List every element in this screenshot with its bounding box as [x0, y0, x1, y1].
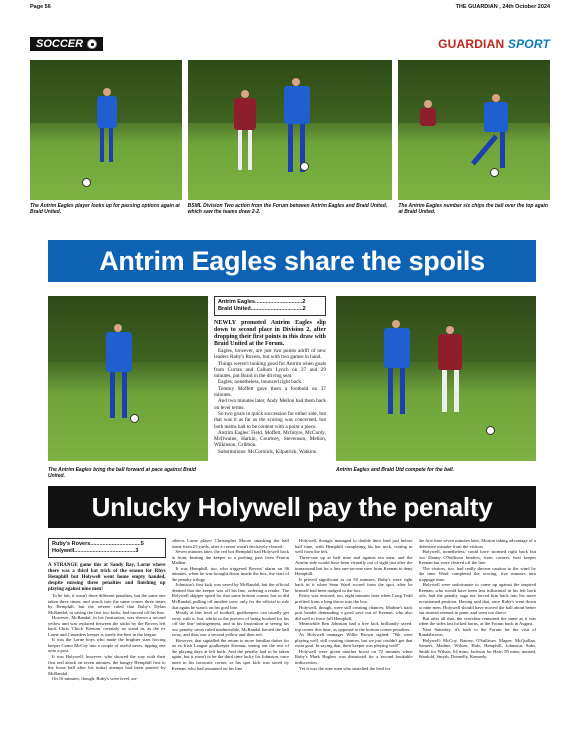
top-caption-1: The Antrim Eagles player looks up for passing options again at Braid United. [30, 203, 180, 215]
section-tag-label: SOCCER [36, 38, 84, 50]
photo-compete-for-ball [336, 296, 536, 461]
article-lead-1: NEWLY promoted Antrim Eagles slip down to second place in Division 2, after dropping their first points in this draw with Braid United at the Forum. [214, 320, 326, 347]
photo-chip-over-top [398, 60, 550, 200]
article-para: The visitors, too, had really thrown caution to the wind by the time Ward completed the scoring, five minutes into stoppage time. [418, 565, 536, 582]
article-para: Mostly at this level of football, goalkeepers can usually get away with it, but, whilst in the process of being booked for his 'off the line' infringement, and in his frustration at seeing his two penalty saves ruled inadmissible, McRandal booted the ball away, and thus saw a second yellow and then red. [171, 610, 289, 638]
article-para: However, that signalled the return to more familiar duties for an ex Irish League goalkeeper Keenan, seeing out the rest of the playing days at left back. And the penalty had to be taken again, but it wasn't to be the third time lucky for Johnston, once more in his favourite corner, as his spot kick was saved by Keenan, who had remained on his line. [171, 637, 289, 671]
score-away: Braid United..................................2 [218, 306, 306, 312]
article-column-2 [172, 538, 290, 734]
soccer-ball-icon [87, 39, 97, 49]
article-para: Antrim Eagles: Field, Moffett, McIntyre, McCurdy, McIlwaine, Harkin, Courtney, Stevenson, Mellon, Wilkinson, Gribbon. [214, 429, 326, 449]
section-tag [30, 37, 103, 51]
article-para: Holywell, though, were still creating chances; Madine's back post header demanding a good save out of Keenan, who also did well to force full Hemphill. [295, 604, 413, 621]
article-column-3 [295, 538, 413, 734]
top-photo-row [30, 60, 550, 220]
score-home: Antrim Eagles...............................2 [218, 299, 306, 305]
article-para: Holywell: McCoy, Rainey, O'Sullivan, Magee, McQuillan, Somers, Madine, Wilson, Hale, Hemphill, Johnston. Subs, Smith for Wilson, 64 mins; Jackson for Hale, 85 mins; unused, Wardold, Smyth, Donnelly, Kennedy. [418, 637, 536, 660]
page-number: Page 56 [30, 4, 51, 10]
article-para: Eagles, nonetheless, bounced right back. [218, 379, 303, 386]
photo-ball-forward [48, 296, 208, 461]
article-para: Eagles, however, are just two points adrift of new leaders Ruby's Rovers, but with two games in hand. [214, 348, 326, 361]
top-caption-2: BSML Division Two action from the Forum between Antrim Eagles and Braid United, which saw the teams draw 2-2. [187, 203, 388, 215]
article-para: Substitutions: McCormick, Kilpatrick, Watkins. [218, 448, 318, 455]
article-para: However, McRandal, in his frustration, was shown a second yellow and was replaced between the sticks by the Rovers left back Chris 'Chick' Keenan, certainly no stand in, as the ex Larne and Crusaders keeper is surely the best in the league. [48, 615, 166, 637]
article-antrim-eagles [48, 294, 536, 479]
top-photo-column-2 [188, 60, 393, 220]
photo-forum-action [188, 60, 393, 200]
article-para: Holywell were unfortunate to come up against the inspired Keenan, who would have been less influential in his left back role, had the penalty saga not forced him back into his more accustomed position. Having said that, once Ruby's went down to nine men, Holywell should have moved the ball about better but instead seemed to panic and went too direct. [418, 582, 536, 616]
article-para: Things weren't looking good for Antrim when goals from Curran and Callum Lynch on 27 and 29 minutes, put Braid in the driving seat. [214, 360, 326, 380]
article-para: Johnston's first kick was saved by McRandal, but the official deemed that the keeper was off his line, ordering a retake. The Holywell skipper opted for that same bottom corner, but so did McRandal, pulling off another save; only for the official to rule that again he wasn't on his goal line. [171, 582, 289, 610]
headline-antrim-eagles: Antrim Eagles share the spoils [48, 240, 536, 282]
article-para: Seven minutes later, the red hot Hemphill had Holywell back in front, beating the keeper to a probing pass from Fearon Madine. [171, 549, 289, 566]
article-lead-2: A STRANGE game this at Sandy Bay, Larne where there was a third bat trick of the season for Rhys Hemphill but Holywell went home empty handed, despite missing three penalties and finishing up playing against nine men! [48, 563, 166, 592]
article-para: It was Hemphill, too, who triggered Rovers' alarm on 36 minutes, when he was brought down inside the box, the start of the penalty trilogy. [171, 565, 289, 582]
article-para: Holywell, nonetheless, could have stormed right back but two Danny O'Sullivan headers, from corners, beat keeper Keenan but were cleared off the line. [418, 549, 536, 566]
article-holywell [48, 538, 536, 734]
article-para: It proved significant as on 50 minutes, Ruby's were right back in it when Sean Ward scored from the spot, after he himself had been nudged in the box. [295, 576, 413, 593]
score-away: Holywell........................................3 [52, 548, 139, 554]
article-para: Tommy Moffett gave them a foothold on 37 minutes. [214, 385, 326, 399]
masthead [438, 37, 550, 51]
headline-holywell: Unlucky Holywell pay the penalty [48, 486, 536, 528]
article-para: Next Saturday, it's back to the Forum for the visit of Randalstown. [418, 626, 536, 638]
scorebox-antrim-braid [214, 296, 326, 316]
article-column-1 [48, 538, 166, 734]
article-para: Parity was restored, too, eight minutes later when Craig Todd profited from a long throw into the box. [295, 593, 413, 605]
article-para: But after all that, the scoreline remained the same as it was when the sides last locked horns, at the Forum back in August. [418, 615, 536, 627]
article-para: Holywell, though, managed to double their lead just before half time, with Hemphill completing his hat trick, cutting in well from the left. [295, 538, 413, 555]
article-para: So two goals in quick succession for either side, but that was it as far as the scoring was concerned, but both teams had to be content with a point a piece. [214, 410, 326, 430]
article-para: otherss Larne player Christopher Moore smashing the ball home from 25 yards, after a corner wasn't decisively cleared. [171, 538, 289, 549]
article-para: Holywell were given another boost on 72 minutes when Ruby's Mark Hughes was dismissed for a second bookable indiscretion. [295, 648, 413, 666]
article-para: To be fair, it wasn't three different penalties, but the same one taken three times, and struck into the same corner three times by Hemphill, but the referee ruled that Ruby's Dylan McRandal, in saving the first two kicks, had moved off his line. [48, 593, 166, 615]
article-para: On 16 minutes, though, Ruby's were level, an- [52, 676, 138, 682]
scorebox-rubys-holywell [48, 538, 166, 558]
article-body-1 [214, 320, 326, 455]
article-para: Yet it was the nine men who snatched the lead for [299, 665, 391, 671]
paper-date: THE GUARDIAN , 24th October 2024 [455, 4, 550, 10]
article-para: Meanwhile Ben Johnston had a free kick brilliantly saved: top corner this time, as opposed to the bottom corner penalties. [295, 621, 413, 632]
top-photo-column-1 [30, 60, 182, 220]
article-para: It was Holywell, however, who showed the way with their first real attack on seven minutes, the hungry Hemphill first to the loose ball after his initial attempt had been parried by McRandal. [48, 654, 166, 676]
page-folio [30, 0, 550, 14]
section-bar [30, 36, 550, 52]
article-column-4 [419, 538, 537, 734]
photo-player-passing [30, 60, 182, 200]
mid-caption-right: Antrim Eagles and Braid Utd compete for the ball. [336, 467, 455, 473]
article-para: Three-one up at half time and against ten men, and the Antrim side would have been virtually out of sight just after the turnaround but for a fine one-on-one save from Keenan to deny Hemphill. [295, 554, 413, 577]
masthead-sport: SPORT [507, 37, 550, 51]
mid-caption-left: The Antrim Eagles bring the ball forward at pace against Braid United. [48, 467, 196, 479]
article-para: As Holywell manager Willie Brown sighed: "We were playing well, still creating chances, but we just couldn't get that extra goal. In saying that, their keeper was playing well!" [295, 632, 413, 649]
top-caption-3: The Antrim Eagles number six chips the ball over the top again at Braid United. [398, 203, 548, 215]
article-para: And two minutes later, Andy Mellon had them back on level terms. [214, 398, 326, 411]
masthead-guardian: GUARDIAN [438, 37, 505, 51]
article-para: the first time seven minutes later, Morton taking advantage of a defensive mistake from the visitors. [418, 538, 536, 549]
top-photo-column-3 [398, 60, 550, 220]
article-para: It was the Larne boys who made the brighter start forcing keeper Conor McCoy into a couple of useful saves, tipping one onto a post. [48, 637, 166, 654]
score-home: Ruby's Rovers.................................5 [52, 541, 144, 547]
